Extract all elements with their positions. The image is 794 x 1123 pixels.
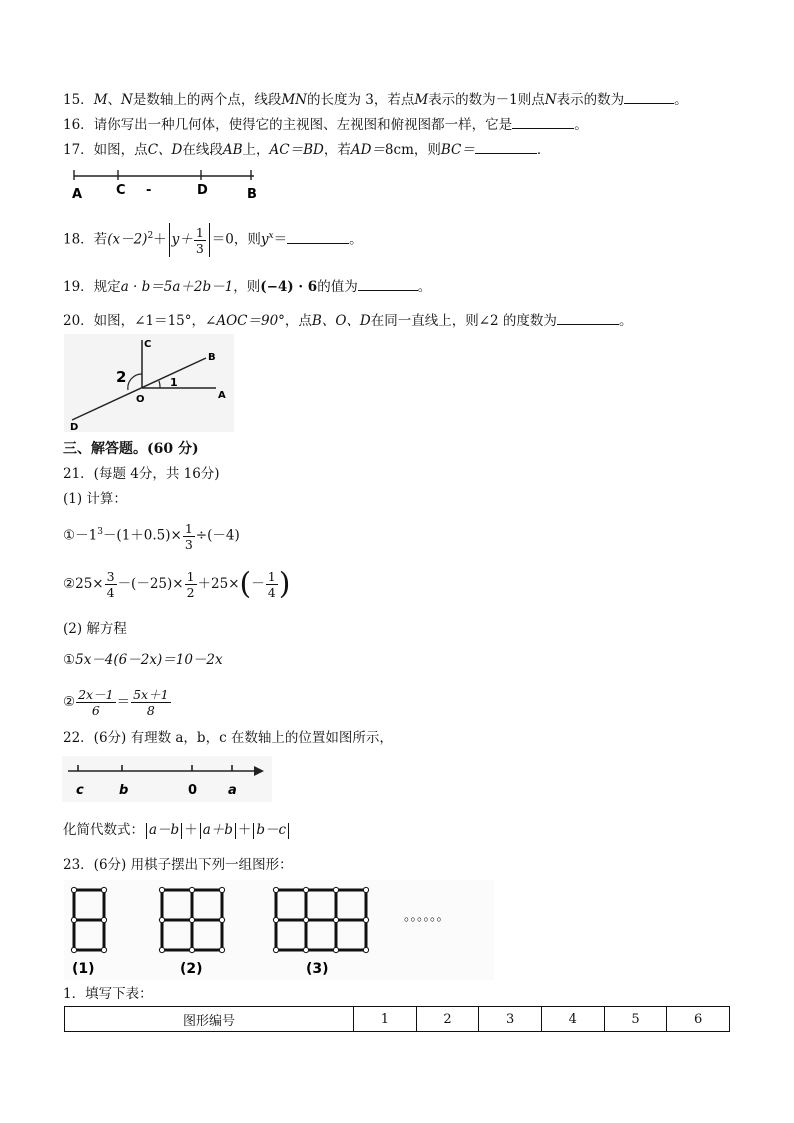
q15-text: M <box>414 92 429 108</box>
q17-text: BC＝ <box>440 142 475 158</box>
abs-bar <box>200 823 201 839</box>
question-17 <box>63 141 550 159</box>
abs-bar <box>235 823 236 839</box>
q15-answer-blank[interactable] <box>624 91 674 104</box>
chess-piece <box>71 917 76 922</box>
q17-text: ，若 <box>323 142 351 158</box>
q17-answer-blank[interactable] <box>475 141 537 154</box>
q15-text: 。 <box>674 92 688 108</box>
chess-piece <box>159 887 164 892</box>
chess-piece <box>189 917 194 922</box>
q21-title: 21．(每题 4分，共 16分) <box>63 466 220 482</box>
label-fig-2: (2) <box>180 961 203 977</box>
q21-text: ① <box>63 527 76 544</box>
chess-piece <box>101 947 106 952</box>
q19-number: 19．规定 <box>63 279 121 295</box>
q20-text: 在同一直线上，则∠2 的度数为 <box>370 313 557 329</box>
q21-text: ＋25× <box>197 576 240 592</box>
q21-text: 5x－4(6－2x)＝10－2x <box>75 652 223 668</box>
chess-piece <box>189 887 194 892</box>
q17-text: 上， <box>242 142 270 158</box>
q21-text: 25× <box>75 576 104 592</box>
q21-text: －1 <box>75 527 98 544</box>
q15-text: 的长度为 3，若点 <box>306 92 415 108</box>
question-20 <box>63 312 632 330</box>
ellipsis-dots: 。。。。。。 <box>404 909 450 924</box>
q18-text: ＝0，则 <box>211 231 261 248</box>
q22-text: ＋ <box>237 822 252 838</box>
label-a: A <box>218 390 226 401</box>
q15-text: 、 <box>107 92 122 108</box>
chess-piece <box>303 887 308 892</box>
q16-text: 。 <box>574 117 588 133</box>
q21-text: ② <box>63 694 76 710</box>
q18-text: ＋ <box>153 231 167 248</box>
q22-text: a＋b <box>202 822 233 838</box>
q18-text: y＋ <box>171 231 193 248</box>
label-b: B <box>247 187 257 202</box>
q21-expr-1 <box>63 515 240 553</box>
table-cell: 2 <box>416 1007 479 1032</box>
chess-piece <box>189 947 194 952</box>
paren-right: ) <box>278 566 291 602</box>
label-c: c <box>76 783 84 798</box>
chess-piece <box>101 887 106 892</box>
q19-answer-blank[interactable] <box>358 278 418 291</box>
abs-bar <box>288 823 289 839</box>
q21-expr-2 <box>63 565 290 603</box>
q21-text: ＝ <box>116 694 131 710</box>
label-b: b <box>119 783 129 798</box>
question-15 <box>63 91 688 109</box>
chess-piece <box>219 947 224 952</box>
q18-text: ＝ <box>273 231 288 248</box>
q21-text: 3 <box>184 536 193 552</box>
q19-text: (−4) · 6 <box>260 279 318 295</box>
label-fig-1: (1) <box>72 961 95 977</box>
label-c: C <box>144 339 152 350</box>
q15-text: 是数轴上的两个点，线段 <box>132 92 282 108</box>
abs-bar-left <box>169 223 170 257</box>
q21-text: 3 <box>106 569 115 584</box>
q17-text: AB <box>222 142 243 158</box>
question-18 <box>63 219 363 257</box>
q20-text: B、O、D <box>311 313 371 329</box>
q16-answer-blank[interactable] <box>512 116 574 129</box>
q20-angle-figure <box>64 334 234 432</box>
abs-bar <box>253 823 254 839</box>
q22-text: b－c <box>256 822 287 838</box>
q21-text: 2x－1 <box>78 687 114 702</box>
table-cell: 6 <box>667 1007 730 1032</box>
q21-s2-fraction-left <box>76 687 115 718</box>
label-d: D <box>197 183 208 198</box>
q18-fraction <box>194 225 206 256</box>
q18-text: (x－2) <box>107 231 148 248</box>
q23-title: 23．(6分) 用棋子摆出下列一组图形： <box>63 857 293 873</box>
paren-left: ( <box>239 566 252 602</box>
figure-background <box>62 756 272 802</box>
q19-text: a · b＝5a＋2b－1 <box>120 279 234 295</box>
q21-part1: (1) 计算： <box>63 491 127 507</box>
chess-piece <box>159 947 164 952</box>
chess-piece <box>333 887 338 892</box>
q21-text: －(1＋0.5)× <box>102 527 182 544</box>
abs-bar-right <box>209 223 210 257</box>
q16-text: 16．请你写出一种几何体，使得它的主视图、左视图和俯视图都一样，它是 <box>63 117 513 133</box>
q21-e2-fraction-2 <box>185 569 197 600</box>
q17-text: ． <box>536 142 551 158</box>
q20-text: ， <box>191 313 206 329</box>
q21-eq-1 <box>63 651 223 669</box>
q20-text: 。 <box>618 313 633 329</box>
q18-text: x <box>268 231 274 241</box>
q21-text: －(－25)× <box>117 576 184 592</box>
table-row <box>65 1007 730 1032</box>
q21-text: 3 <box>97 527 103 537</box>
q15-number: 15． <box>63 92 94 108</box>
q21-e2-fraction-1 <box>105 569 117 600</box>
q20-text: ∠AOC＝90° <box>205 313 285 329</box>
table-cell: 4 <box>541 1007 604 1032</box>
q17-text: C、D <box>147 142 183 158</box>
q20-text: ，点 <box>284 313 312 329</box>
label-b: B <box>208 352 216 363</box>
label-dash: - <box>146 183 152 198</box>
q18-answer-blank[interactable] <box>287 231 349 244</box>
q22-title: 22．(6分) 有理数 a，b，c 在数轴上的位置如图所示， <box>63 730 393 746</box>
chess-piece <box>71 887 76 892</box>
chess-piece <box>273 947 278 952</box>
q22-simplify <box>63 821 291 839</box>
q18-text: 1 <box>195 224 204 240</box>
label-d: D <box>70 422 79 432</box>
q17-text: 8cm <box>384 142 414 158</box>
q22-text: ＋ <box>184 822 198 838</box>
chess-piece <box>159 917 164 922</box>
chess-piece <box>101 917 106 922</box>
q19-text: 。 <box>417 279 432 295</box>
chess-piece <box>71 947 76 952</box>
q19-text: 的值为 <box>317 279 358 295</box>
q17-number: 17．如图，点 <box>63 142 148 158</box>
label-c: C <box>116 183 126 198</box>
question-19 <box>63 278 431 296</box>
q20-answer-blank[interactable] <box>557 312 619 325</box>
q22-number-line-figure <box>62 756 272 802</box>
abs-bar <box>146 823 147 839</box>
chess-piece <box>363 887 368 892</box>
label-0: 0 <box>188 783 198 798</box>
q15-text: 表示的数为 <box>556 92 625 108</box>
chess-piece <box>303 917 308 922</box>
q21-text: ② <box>63 576 76 592</box>
q21-text: 1 <box>184 520 193 536</box>
q17-text: AC＝BD <box>269 142 324 158</box>
label-1: 1 <box>170 376 178 389</box>
q21-text: 5x＋1 <box>133 687 169 702</box>
q17-segment-figure <box>66 164 266 204</box>
section-3-title: 三、解答题。(60 分) <box>63 441 199 457</box>
q20-number: 20．如图， <box>63 313 135 329</box>
question-16 <box>63 116 588 134</box>
q18-text: 2 <box>147 231 154 241</box>
table-cell: 5 <box>604 1007 667 1032</box>
table-cell: 1 <box>354 1007 417 1032</box>
label-fig-3: (3) <box>306 961 329 977</box>
q21-e2-fraction-3 <box>266 569 278 600</box>
q21-text: ① <box>63 652 76 668</box>
q18-text: 。 <box>349 231 363 248</box>
q19-text: ，则 <box>233 279 261 295</box>
label-2: 2 <box>116 368 127 386</box>
q21-text: 4 <box>267 585 276 600</box>
q18-text: y <box>260 231 269 248</box>
table-cell: 3 <box>479 1007 542 1032</box>
q21-text: ÷(－4) <box>195 527 240 544</box>
q21-text: 1 <box>186 569 195 584</box>
q23-fill-table <box>64 1006 730 1032</box>
q15-text: 表示的数为－1则点 <box>428 92 545 108</box>
q17-text: AD＝ <box>350 142 385 158</box>
q21-e1-fraction <box>183 521 195 552</box>
q22-text: 化简代数式： <box>63 822 144 838</box>
label-a: a <box>228 783 237 798</box>
q23-chess-figures <box>64 880 494 980</box>
chess-piece <box>273 887 278 892</box>
q21-text: 8 <box>146 703 155 718</box>
q21-text: 6 <box>91 703 100 718</box>
abs-bar <box>181 823 182 839</box>
q20-text: ∠1＝15° <box>134 313 192 329</box>
q18-number: 18．若 <box>63 231 108 248</box>
q21-text: － <box>251 576 265 592</box>
q21-text: 4 <box>106 585 115 600</box>
chess-piece <box>219 917 224 922</box>
q15-text: N <box>121 92 133 108</box>
q18-text: 3 <box>195 240 204 256</box>
chess-piece <box>303 947 308 952</box>
chess-piece <box>333 917 338 922</box>
chess-piece <box>363 917 368 922</box>
chess-piece <box>219 887 224 892</box>
chess-piece <box>333 947 338 952</box>
q23-sub1: 1．填写下表： <box>63 986 153 1002</box>
q15-text: N <box>544 92 557 108</box>
q21-part2: (2) 解方程 <box>63 621 127 637</box>
q22-text: a－b <box>149 822 180 838</box>
chess-piece <box>273 917 278 922</box>
table-header-cell: 图形编号 <box>65 1007 354 1032</box>
figure-background <box>64 880 494 980</box>
q21-text: 1 <box>267 569 276 584</box>
label-o: O <box>136 394 145 405</box>
chess-piece <box>363 947 368 952</box>
q17-text: ，则 <box>413 142 441 158</box>
q21-s2-fraction-right <box>131 687 170 718</box>
q17-text: 在线段 <box>182 142 223 158</box>
q15-text: M <box>93 92 108 108</box>
q15-text: MN <box>281 92 307 108</box>
q21-text: 2 <box>186 585 195 600</box>
label-a: A <box>72 187 83 202</box>
q21-eq-2 <box>63 685 172 719</box>
